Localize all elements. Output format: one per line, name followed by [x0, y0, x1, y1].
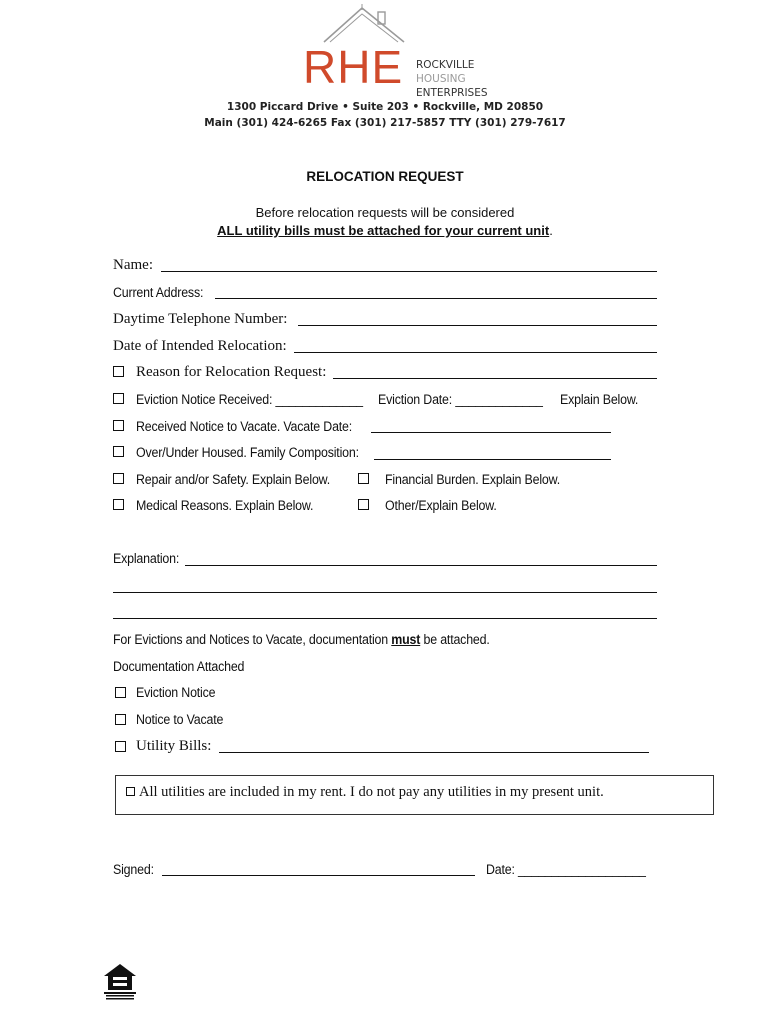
doc-notice-to-vacate-checkbox[interactable] [115, 714, 126, 725]
financial-checkbox[interactable] [358, 473, 369, 484]
doc-notice-to-vacate-label: Notice to Vacate [136, 712, 224, 727]
evictions-note [113, 632, 490, 647]
daytime-phone-field[interactable] [298, 325, 657, 326]
logo-word-enterprises: ENTERPRISES [416, 87, 488, 99]
doc-eviction-notice-label: Eviction Notice [136, 685, 216, 700]
explanation-label: Explanation: [113, 551, 180, 566]
over-under-checkbox[interactable] [113, 446, 124, 457]
reason-checkbox[interactable] [113, 366, 124, 377]
form-title: RELOCATION REQUEST [306, 169, 464, 184]
house-roof-icon [320, 2, 410, 44]
eviction-date-label: Eviction Date: _____________ [378, 392, 543, 407]
other-checkbox[interactable] [358, 499, 369, 510]
evictions-note-end: be attached. [420, 632, 490, 647]
evictions-note-start: For Evictions and Notices to Vacate, documentation [113, 632, 392, 647]
medical-label: Medical Reasons. Explain Below. [136, 498, 314, 513]
logo-word-housing: HOUSING [416, 73, 466, 85]
signed-label: Signed: [113, 862, 154, 877]
notice-bold-text: ALL utility bills must be attached for your current unit [217, 223, 550, 238]
phone-line: Main (301) 424-6265 Fax (301) 217-5857 TTY (301) 279-7617 [204, 117, 566, 129]
explanation-line-3[interactable] [113, 618, 657, 619]
documentation-heading: Documentation Attached [113, 659, 245, 674]
notice-period: . [549, 223, 553, 238]
utility-bills-field[interactable] [219, 752, 649, 753]
family-composition-field[interactable] [374, 459, 611, 460]
vacate-checkbox[interactable] [113, 420, 124, 431]
notice-line-1: Before relocation requests will be considered [255, 205, 515, 220]
other-label: Other/Explain Below. [385, 498, 497, 513]
equal-housing-icon [102, 962, 138, 1000]
eviction-notice-label: Eviction Notice Received: _____________ [136, 392, 363, 407]
utilities-included-checkbox[interactable] [126, 787, 135, 796]
repair-checkbox[interactable] [113, 473, 124, 484]
logo-words [416, 58, 488, 100]
name-label: Name: [113, 257, 153, 273]
medical-checkbox[interactable] [113, 499, 124, 510]
doc-eviction-notice-checkbox[interactable] [115, 687, 126, 698]
repair-label: Repair and/or Safety. Explain Below. [136, 472, 331, 487]
evictions-note-must: must [391, 632, 421, 647]
doc-utility-bills-label: Utility Bills: [136, 738, 212, 754]
financial-label: Financial Burden. Explain Below. [385, 472, 561, 487]
explanation-line-1[interactable] [185, 565, 657, 566]
name-field[interactable] [161, 271, 657, 272]
over-under-label: Over/Under Housed. Family Composition: [136, 445, 359, 460]
signature-field[interactable] [162, 875, 475, 876]
date-label: Date: ___________________ [486, 862, 646, 877]
eviction-notice-checkbox[interactable] [113, 393, 124, 404]
explanation-line-2[interactable] [113, 592, 657, 593]
vacate-date-field[interactable] [371, 432, 611, 433]
logo-word-rockville: ROCKVILLE [416, 59, 475, 71]
reason-field[interactable] [333, 378, 657, 379]
vacate-label: Received Notice to Vacate. Vacate Date: [136, 419, 353, 434]
eviction-explain-below: Explain Below. [560, 392, 639, 407]
utilities-included-label: All utilities are included in my rent. I do not pay any utilities in my present unit. [139, 784, 604, 800]
notice-line-2 [0, 223, 770, 238]
intended-relocation-field[interactable] [294, 352, 657, 353]
intended-relocation-label: Date of Intended Relocation: [113, 338, 287, 354]
address-line: 1300 Piccard Drive • Suite 203 • Rockville, MD 20850 [226, 101, 544, 113]
current-address-field[interactable] [215, 298, 657, 299]
doc-utility-bills-checkbox[interactable] [115, 741, 126, 752]
current-address-label: Current Address: [113, 285, 204, 300]
daytime-phone-label: Daytime Telephone Number: [113, 311, 288, 327]
reason-label: Reason for Relocation Request: [136, 364, 327, 380]
logo-rhe-letters: RHE [303, 41, 404, 93]
